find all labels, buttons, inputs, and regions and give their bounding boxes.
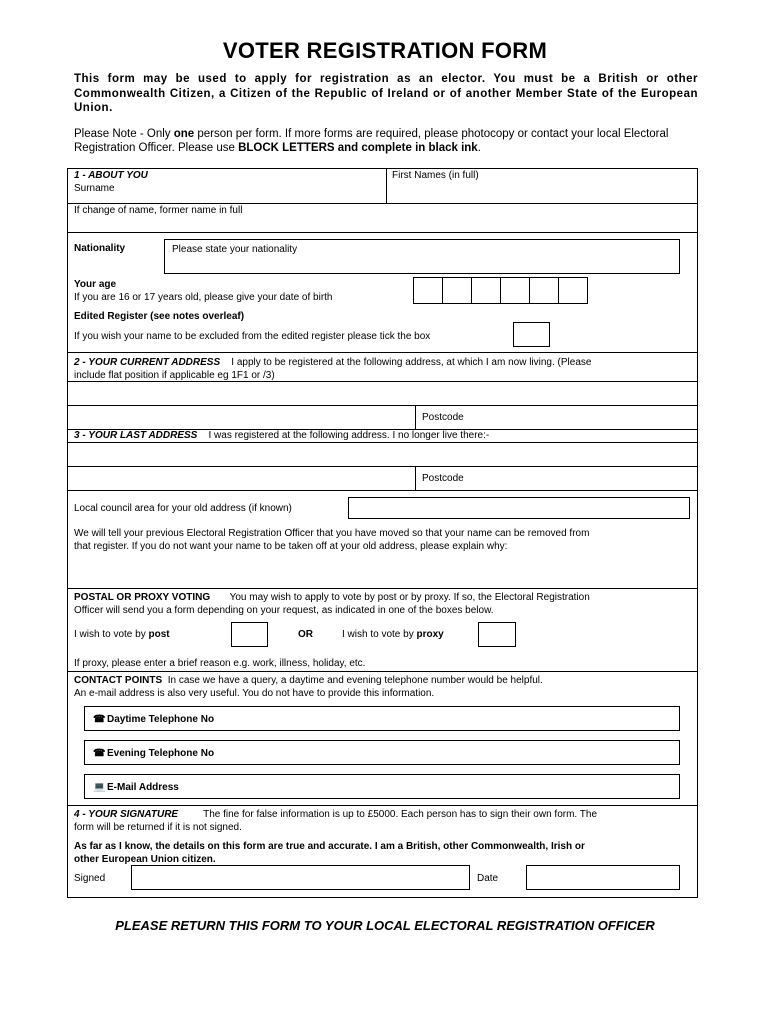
return-instruction: PLEASE RETURN THIS FORM TO YOUR LOCAL ELECTORAL REGISTRATION OFFICER [115,918,655,933]
nationality-label: Nationality [74,243,126,254]
section2-header [74,356,591,369]
section3-header [74,429,489,442]
postcode-divider [415,466,416,490]
phone-icon: ☎ [93,748,106,759]
section3-heading: 3 - YOUR LAST ADDRESS [74,430,198,441]
contact-header [74,674,543,687]
vote-by-proxy-checkbox[interactable] [478,622,516,647]
date-label: Date [477,873,499,884]
divider [67,805,698,806]
age-text: If you are 16 or 17 years old, please give your date of birth [74,292,333,303]
dob-digit-4[interactable] [500,277,530,304]
note-one: one [173,128,195,140]
first-names-label: First Names (in full) [392,170,479,181]
section2-text1: I apply to be registered at the following address, at which I am now living. (Please [231,357,592,368]
declaration-1: As far as I know, the details on this form are true and accurate. I am a British, other Commonwealth, Irish or [74,841,585,852]
section4-heading: 4 - YOUR SIGNATURE [74,809,179,820]
section1-heading: 1 - ABOUT YOU [74,170,148,181]
former-name-label: If change of name, former name in full [74,205,243,216]
last-postcode-label: Postcode [422,473,464,484]
postal-heading: POSTAL OR PROXY VOTING [74,592,211,603]
signature-input[interactable] [131,865,470,890]
daytime-phone-label [93,713,214,726]
computer-icon: 💻 [93,782,106,793]
form-title: VOTER REGISTRATION FORM [222,38,548,63]
current-address-line-1[interactable] [68,382,697,404]
divider [67,232,698,233]
proxy-label [342,628,444,641]
vote-by-post-checkbox[interactable] [231,622,268,647]
dob-digit-5[interactable] [529,277,559,304]
section4-text2: form will be returned if it is not signed. [74,822,242,833]
post-word: post [148,629,170,640]
divider [67,352,698,353]
last-postcode-input[interactable] [475,469,690,487]
divider [67,490,698,491]
contact-text2: An e-mail address is also very useful. You do not have to provide this information. [74,688,435,699]
evening-phone-label [93,747,214,760]
contact-heading: CONTACT POINTS [74,675,163,686]
divider [67,588,698,589]
dob-digit-6[interactable] [558,277,588,304]
section3-text: I was registered at the following address. I no longer live there:- [208,430,490,441]
explain-text-1: We will tell your previous Electoral Registration Officer that you have moved so that your name can be removed from [74,528,590,539]
edited-register-text: If you wish your name to be excluded from the edited register please tick the box [74,331,431,342]
note-part2: person per form. If more forms are required, please photocopy or contact your local Electoral Registration Officer. Please use [74,128,669,154]
last-address-line-2[interactable] [68,467,414,489]
section4-text1: The fine for false information is up to £5000. Each person has to sign their own form. The [203,809,598,820]
former-name-input[interactable] [280,206,690,230]
proxy-prefix: I wish to vote by [342,629,417,640]
intro-text: This form may be used to apply for registration as an elector. You must be a British or other Commonwealth Citizen, a Citizen of the Republic of Ireland or of another Member State of the European Union. [74,73,698,114]
postal-text2: Officer will send you a form depending on your request, as indicated in one of the boxes below. [74,605,494,616]
section2-heading: 2 - YOUR CURRENT ADDRESS [74,357,221,368]
instructions-note [74,127,698,155]
section1-divider [386,168,387,204]
daytime-phone-input[interactable] [84,706,680,731]
declaration-2: other European Union citizen. [74,854,216,865]
email-input[interactable] [84,774,680,799]
surname-label: Surname [74,183,115,194]
email-text: E-Mail Address [107,782,179,793]
postal-header [74,591,590,604]
nationality-input[interactable] [164,239,680,274]
note-block-letters: BLOCK LETTERS and complete in black ink [238,142,478,154]
explain-input[interactable] [74,555,690,585]
section4-header [74,808,597,821]
last-address-line-1[interactable] [68,443,697,465]
current-postcode-input[interactable] [475,408,690,426]
proxy-word: proxy [416,629,444,640]
explain-text-2: that register. If you do not want your name to be taken off at your old address, please explain why: [74,541,508,552]
surname-input[interactable] [120,190,380,202]
or-label: OR [298,629,313,640]
council-input[interactable] [348,497,690,519]
postcode-divider [415,405,416,429]
dob-digit-2[interactable] [442,277,472,304]
divider [67,671,698,672]
edited-register-label: Edited Register (see notes overleaf) [74,311,245,322]
proxy-reason-label: If proxy, please enter a brief reason e.g. work, illness, holiday, etc. [74,658,366,669]
contact-text1: In case we have a query, a daytime and evening telephone number would be helpful. [167,675,543,686]
evening-phone-input[interactable] [84,740,680,765]
email-label [93,781,179,794]
dob-digit-3[interactable] [471,277,501,304]
age-label: Your age [74,279,117,290]
signed-label: Signed [74,873,106,884]
post-prefix: I wish to vote by [74,629,149,640]
evening-phone-text: Evening Telephone No [107,748,215,759]
council-label: Local council area for your old address (if known) [74,503,292,514]
phone-icon: ☎ [93,714,106,725]
dob-digit-1[interactable] [413,277,443,304]
first-names-input[interactable] [392,184,692,202]
current-address-line-2[interactable] [68,406,414,428]
postal-text1: You may wish to apply to vote by post or by proxy. If so, the Electoral Registration [229,592,590,603]
note-part1: Please Note - Only [74,128,174,140]
edited-register-checkbox[interactable] [513,322,550,347]
current-postcode-label: Postcode [422,412,464,423]
nationality-placeholder: Please state your nationality [172,244,298,255]
section2-text2: include flat position if applicable eg 1F1 or /3) [74,370,275,381]
date-input[interactable] [526,865,680,890]
note-end: . [477,142,481,154]
post-label [74,628,170,641]
daytime-phone-text: Daytime Telephone No [107,714,215,725]
